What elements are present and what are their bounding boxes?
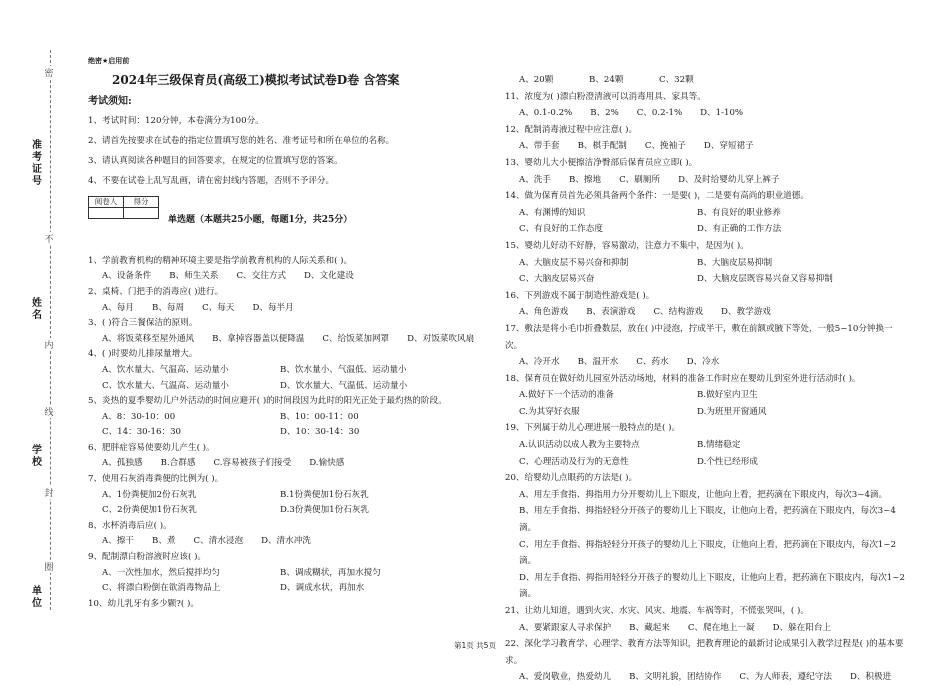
answer-option: A、孤独感 xyxy=(102,458,143,469)
option-row xyxy=(505,620,905,637)
answer-option: C、为人师表，遵纪守法 xyxy=(739,672,832,683)
option-row xyxy=(505,138,905,155)
question-text: 7、使用石灰消毒粪便的比例为( )。 xyxy=(88,474,224,485)
question-list-right xyxy=(505,72,905,686)
question-text: 5、炎热的夏季婴幼儿户外活动的时间应避开( )的时间段因为此时的阳光正处于最灼热的阶段。 xyxy=(88,396,447,407)
answer-option: C、32颗 xyxy=(659,75,694,85)
option-row xyxy=(88,425,493,441)
answer-option: C、交往方式 xyxy=(236,271,287,282)
answer-option: C、将漂白粉倒在欲消毒物品上 xyxy=(102,583,221,594)
answer-option: C、大脑皮层易兴奋 xyxy=(519,274,595,285)
answer-option: A、角色游戏 xyxy=(519,307,569,318)
option-row xyxy=(88,534,493,550)
answer-option: A、大脑皮层不易兴奋和抑制 xyxy=(519,257,629,268)
seal-char: 密 xyxy=(42,66,56,79)
answer-option: A、每月 xyxy=(102,302,134,313)
answer-option: A、8：30-10：00 xyxy=(102,411,176,422)
answer-option: B、有良好的职业修养 xyxy=(697,207,781,218)
answer-option: B、每周 xyxy=(152,302,185,313)
answer-option: D、积极进 xyxy=(849,672,892,683)
confidential-label: 绝密★启用前 xyxy=(88,57,130,65)
answer-option: B.做好室内卫生 xyxy=(697,390,758,401)
answer-option: D、1-10% xyxy=(700,108,744,119)
answer-option: A、20颗 xyxy=(519,75,554,85)
answer-option: D.3份粪便加1份石灰乳 xyxy=(280,505,370,516)
note-item: 4、不要在试卷上乱写乱画，请在密封线内答题，否则不予评分。 xyxy=(88,176,335,187)
answer-option: B、温开水 xyxy=(577,357,619,368)
answer-option: B、饮水量小、气温低、运动量小 xyxy=(280,364,407,375)
question-text: B、用左手食指、拇指轻轻分开孩子的婴幼儿上下眼皮，让他向上看，把药滴在下眼皮内，每次3~4滴。 xyxy=(519,506,896,534)
answer-option: A、1份粪便加2份石灰乳 xyxy=(102,489,197,500)
question-text: 13、婴幼儿大小便擦洁净臀部后保育员应立即( )。 xyxy=(505,157,698,168)
option-row xyxy=(505,304,905,321)
question-text: 20、给婴幼儿点眼药的方法是( )。 xyxy=(505,473,638,484)
option-row xyxy=(505,205,905,222)
answer-option: C、结构游戏 xyxy=(653,307,704,318)
answer-option: B.1份粪便加1份石灰乳 xyxy=(280,489,369,500)
answer-option: B、棋手配制 xyxy=(577,141,627,152)
answer-option: D.个性已经形成 xyxy=(697,456,758,467)
option-row xyxy=(88,301,493,317)
answer-option: B、拿掉容器盖以便降温 xyxy=(212,333,305,344)
answer-option: D、冷水 xyxy=(686,357,720,368)
answer-option: B、文明礼貌，团结协作 xyxy=(629,672,722,683)
page-footer: 第1页 共5页 xyxy=(454,641,496,650)
score-area xyxy=(88,196,493,236)
question-text: 12、配制消毒液过程中应注意( )。 xyxy=(505,124,638,135)
option-row xyxy=(505,354,905,371)
note-item: 1、考试时间：120分钟，本卷满分为100分。 xyxy=(88,115,264,126)
score-cell xyxy=(124,207,159,218)
answer-option: D、教学游戏 xyxy=(721,307,771,318)
option-row xyxy=(505,437,905,454)
answer-option: D、每半月 xyxy=(252,302,294,313)
answer-option: C、挽袖子 xyxy=(644,141,686,152)
seal-char: 不 xyxy=(42,232,56,245)
binding-margin xyxy=(0,0,75,671)
answer-option: B、表演游戏 xyxy=(586,307,636,318)
binding-label-name: 姓名 xyxy=(32,298,42,321)
answer-option: C、刷厕所 xyxy=(619,174,661,185)
question-text: 3、( )符合三餐保洁的原则。 xyxy=(88,318,198,329)
answer-option: A.认识活动以成人教为主要特点 xyxy=(519,440,640,451)
answer-option: C、每天 xyxy=(202,302,235,313)
option-row xyxy=(88,410,493,426)
option-row xyxy=(88,332,493,348)
answer-option: C、0.2-1% xyxy=(636,108,683,119)
score-label: 得分 xyxy=(124,196,159,207)
seal-line xyxy=(50,50,51,610)
question-text: 16、下列游戏不属于制造性游戏是( )。 xyxy=(505,290,655,301)
option-row xyxy=(88,363,493,379)
answer-option: D、大脑皮层既容易兴奋又容易抑制 xyxy=(697,274,833,285)
answer-option: D、对饭菜吹风扇 xyxy=(407,333,475,344)
answer-option: C、饮水量大、气温高、运动量小 xyxy=(102,380,229,391)
question-list-left xyxy=(88,254,493,613)
seal-char: 封 xyxy=(42,486,56,499)
question-text: 8、水杯消毒后应( )。 xyxy=(88,520,172,531)
binding-label-unit: 单位 xyxy=(32,586,42,609)
answer-option: B、2% xyxy=(590,108,619,119)
option-row xyxy=(88,379,493,395)
answer-option: C、给饭菜加网罩 xyxy=(322,333,390,344)
question-text: 14、做为保育员首先必须具备两个条件：一是要( )，二是要有高尚的职业道德。 xyxy=(505,191,809,202)
answer-option: B、大脑皮层易抑制 xyxy=(697,257,773,268)
note-item: 3、请认真阅读各种题目的回答要求，在规定的位置填写您的答案。 xyxy=(88,155,343,166)
answer-option: D、调成水状，再加水 xyxy=(280,583,365,594)
question-text: 4、( )时要幼儿排尿量增大。 xyxy=(88,349,198,360)
question-text: 22、深化学习教育学、心理学、教育方法等知识，把教育理论的最新讨论成果引入教学过程是( )的基本要求。 xyxy=(505,639,904,666)
question-text: 21、让幼儿知道，遇到火灾、水灾、风灾、地震、车祸等时，不慌张哭叫，( )。 xyxy=(505,606,809,616)
answer-option: A、0.1-0.2% xyxy=(519,108,573,119)
notes-heading: 考试须知: xyxy=(88,96,132,107)
option-row xyxy=(505,172,905,189)
seal-char: 线 xyxy=(42,405,56,418)
question-text: 11、浓度为( )漂白粉澄清液可以消毒用具、家具等。 xyxy=(505,91,706,102)
right-column xyxy=(505,72,905,686)
option-row xyxy=(505,454,905,471)
left-column xyxy=(88,56,493,612)
answer-option: C、有良好的工作态度 xyxy=(519,224,603,235)
option-row xyxy=(88,581,493,597)
question-text: 18、保育员在做好幼儿园室外活动场地，材料的准备工作时应在婴幼儿到室外进行活动时( )。 xyxy=(505,373,861,384)
option-row xyxy=(505,72,905,89)
question-text: A、用左手食指、拇指用力分开婴幼儿上下眼皮，让他向上看，把药滴在下眼皮内，每次3~4滴。 xyxy=(519,489,888,500)
answer-option: A、洗手 xyxy=(519,174,551,185)
answer-option: C、14：30-16：30 xyxy=(102,427,182,438)
seal-char: 圈 xyxy=(42,560,56,573)
answer-option: A、设备条件 xyxy=(102,271,152,282)
score-box xyxy=(88,196,159,219)
answer-option: D、文化建设 xyxy=(304,271,354,282)
answer-option: C、心理活动及行为的无意性 xyxy=(519,456,629,467)
grader-label: 阅卷人 xyxy=(89,196,124,207)
answer-option: B、擦地 xyxy=(569,174,602,185)
answer-option: D、躲在阳台上 xyxy=(772,622,832,633)
option-row xyxy=(505,255,905,272)
answer-option: C、药水 xyxy=(636,357,669,368)
answer-option: B、24颗 xyxy=(589,75,624,85)
option-row xyxy=(505,669,905,686)
answer-option: A、爱岗敬业，热爱幼儿 xyxy=(519,672,612,683)
answer-option: C.为其穿好衣服 xyxy=(519,406,580,417)
answer-option: B.情绪稳定 xyxy=(697,440,741,451)
binding-label-exam-number: 准考证号 xyxy=(32,140,42,187)
answer-option: B.合群感 xyxy=(160,458,196,469)
question-text: 19、下列属于幼儿心理进展一般特点的是( )。 xyxy=(505,423,681,434)
option-row xyxy=(88,488,493,504)
option-row xyxy=(505,105,905,122)
question-text: 17、敷法是将小毛巾折叠数层，放在( )中浸泡，拧成半干，敷在前额或腋下等处，一般5~10分钟换一次。 xyxy=(505,323,893,351)
answer-option: C、2份粪便加1份石灰乳 xyxy=(102,505,197,516)
answer-option: A、有渊博的知识 xyxy=(519,207,586,218)
answer-option: A.做好下一个活动的准备 xyxy=(519,390,614,401)
answer-option: B、藏起来 xyxy=(629,622,670,633)
answer-option: D、穿短裙子 xyxy=(703,141,754,152)
section-heading: 单选题（本题共25小题，每题1分，共25分） xyxy=(168,214,353,225)
option-row xyxy=(88,456,493,472)
question-text: 2、桌椅、门把手的消毒应( )进行。 xyxy=(88,286,224,297)
binding-label-school: 学校 xyxy=(32,445,42,468)
page-title: 2024年三级保育员(高级工)模拟考试试卷D卷 含答案 xyxy=(112,73,400,87)
answer-option: A、饮水量大、气温高、运动量小 xyxy=(102,364,229,375)
question-text: 1、学前教育机构的精神环境主要是指学前教育机构的人际关系和( )。 xyxy=(88,255,353,266)
answer-option: D.为班里开窗通风 xyxy=(697,406,767,417)
option-row xyxy=(88,269,493,285)
question-text: 6、肥胖症容易使要幼儿产生( )。 xyxy=(88,442,215,453)
answer-option: A、一次性加水，然后搅拌均匀 xyxy=(102,567,220,578)
answer-option: B、煮 xyxy=(152,536,176,547)
option-row xyxy=(505,387,905,404)
answer-option: C.容易被孩子们接受 xyxy=(213,458,292,469)
question-text: 10、幼儿乳牙有多少颗?( )。 xyxy=(88,598,199,609)
seal-char: 内 xyxy=(42,338,56,351)
answer-option: D、10：30-14：30 xyxy=(280,427,360,438)
answer-option: A、要紧跟家人寻求保护 xyxy=(519,622,612,633)
grader-cell xyxy=(89,207,124,218)
answer-option: D、饮水量大、气温低、运动量小 xyxy=(280,380,408,391)
answer-option: A、带手套 xyxy=(519,141,560,152)
option-row xyxy=(88,566,493,582)
option-row xyxy=(505,271,905,288)
answer-option: B、10：00-11：00 xyxy=(280,411,359,422)
answer-option: B、调成糊状，再加水搅匀 xyxy=(280,567,381,578)
answer-option: C、清水浸泡 xyxy=(193,536,244,547)
question-text: 9、配制漂白粉溶液时应该( )。 xyxy=(88,552,207,563)
question-text: C、用左手食指、拇指轻轻分开孩子的婴幼儿上下眼皮，让他向上看，把药滴在下眼皮内，每次1~2滴。 xyxy=(519,539,897,567)
option-row xyxy=(505,221,905,238)
answer-option: A、将饭菜移至屋外通风 xyxy=(102,333,195,344)
answer-option: A、擦干 xyxy=(102,536,134,547)
answer-option: D、清水冲洗 xyxy=(261,536,311,547)
answer-option: C、爬在地上一凝 xyxy=(687,622,755,633)
answer-option: D.愉快感 xyxy=(309,458,345,469)
answer-option: D、及时给婴幼儿穿上裤子 xyxy=(678,174,780,185)
option-row xyxy=(505,404,905,421)
answer-option: A、冷开水 xyxy=(519,357,560,368)
question-text: D、用左手食指、拇指用轻轻分开孩子的婴幼儿上下眼皮，让他向上看，把药滴在下眼皮内，每次1~2滴。 xyxy=(519,572,905,600)
answer-option: B、师生关系 xyxy=(169,271,219,282)
option-row xyxy=(88,503,493,519)
question-text: 15、婴幼儿好动不好静，容易激动，注意力不集中，是因为( )。 xyxy=(505,240,749,251)
answer-option: D、有正确的工作方法 xyxy=(697,224,782,235)
note-item: 2、请首先按要求在试卷的指定位置填写您的姓名、准考证号和所在单位的名称。 xyxy=(88,135,395,146)
